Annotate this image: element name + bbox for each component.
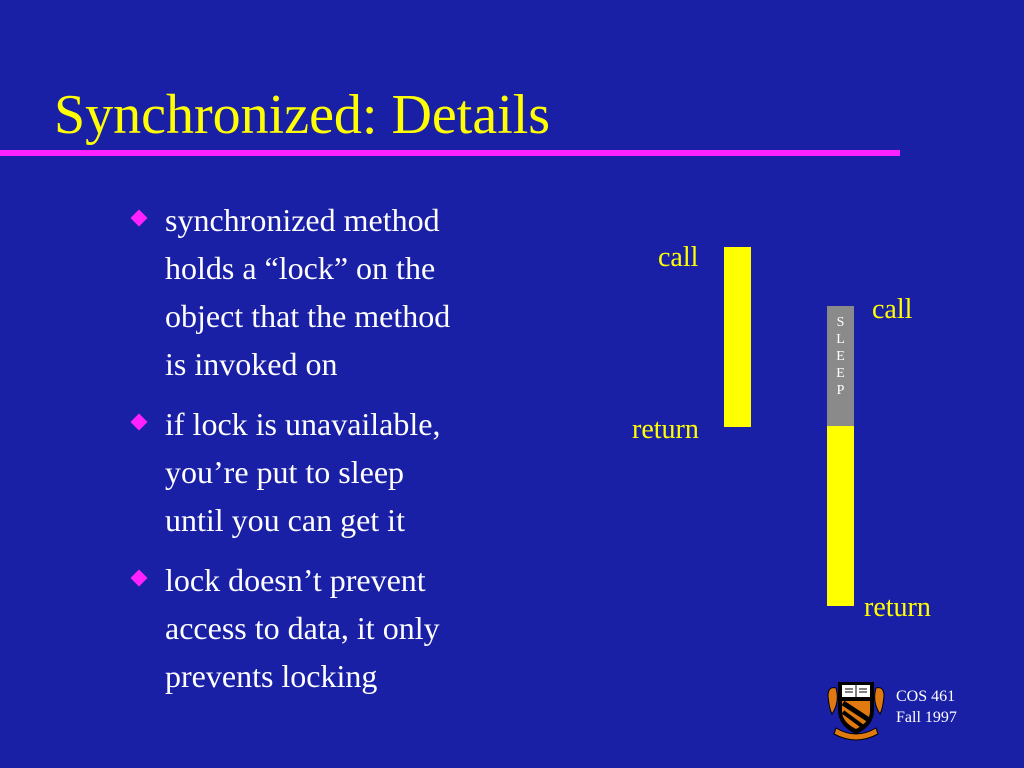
diamond-bullet-icon [131, 414, 148, 431]
title-divider [0, 150, 900, 156]
thread1-return-label: return [632, 414, 699, 445]
bullet-text-line: access to data, it only [165, 610, 440, 646]
thread1-call-label: call [658, 242, 699, 273]
thread2-execution-bar [827, 426, 854, 606]
course-info [896, 686, 957, 728]
slide-title: Synchronized: Details [54, 84, 551, 146]
princeton-shield-icon [826, 674, 886, 744]
thread1-execution-bar [724, 247, 751, 427]
bullet-text-line: is invoked on [165, 346, 338, 382]
diamond-bullet-icon [131, 210, 148, 227]
bullet-text-line: synchronized method [165, 202, 440, 238]
thread2-return-label: return [864, 592, 931, 623]
bullet-text-line: object that the method [165, 298, 451, 334]
sleep-letter: P [836, 383, 845, 398]
bullet-text-line: until you can get it [165, 502, 405, 538]
bullet-text-line: if lock is unavailable, [165, 406, 441, 442]
sleep-letter: L [836, 332, 845, 347]
bullet-item [128, 196, 548, 388]
bullet-list [128, 196, 548, 712]
bullet-text-line: holds a “lock” on the [165, 250, 436, 286]
thread2-sleep-bar [827, 306, 854, 426]
sleep-letter: S [836, 315, 845, 330]
bullet-text-line: prevents locking [165, 658, 378, 694]
bullet-item [128, 400, 548, 544]
course-code: COS 461 [896, 688, 956, 705]
course-term: Fall 1997 [896, 709, 957, 726]
sleep-letter: E [836, 366, 845, 381]
bullet-item [128, 556, 548, 700]
bullet-text-line: you’re put to sleep [165, 454, 405, 490]
diamond-bullet-icon [131, 570, 148, 587]
thread2-call-label: call [872, 294, 913, 325]
bullet-text-line: lock doesn’t prevent [165, 562, 426, 598]
sleep-letter: E [836, 349, 845, 364]
